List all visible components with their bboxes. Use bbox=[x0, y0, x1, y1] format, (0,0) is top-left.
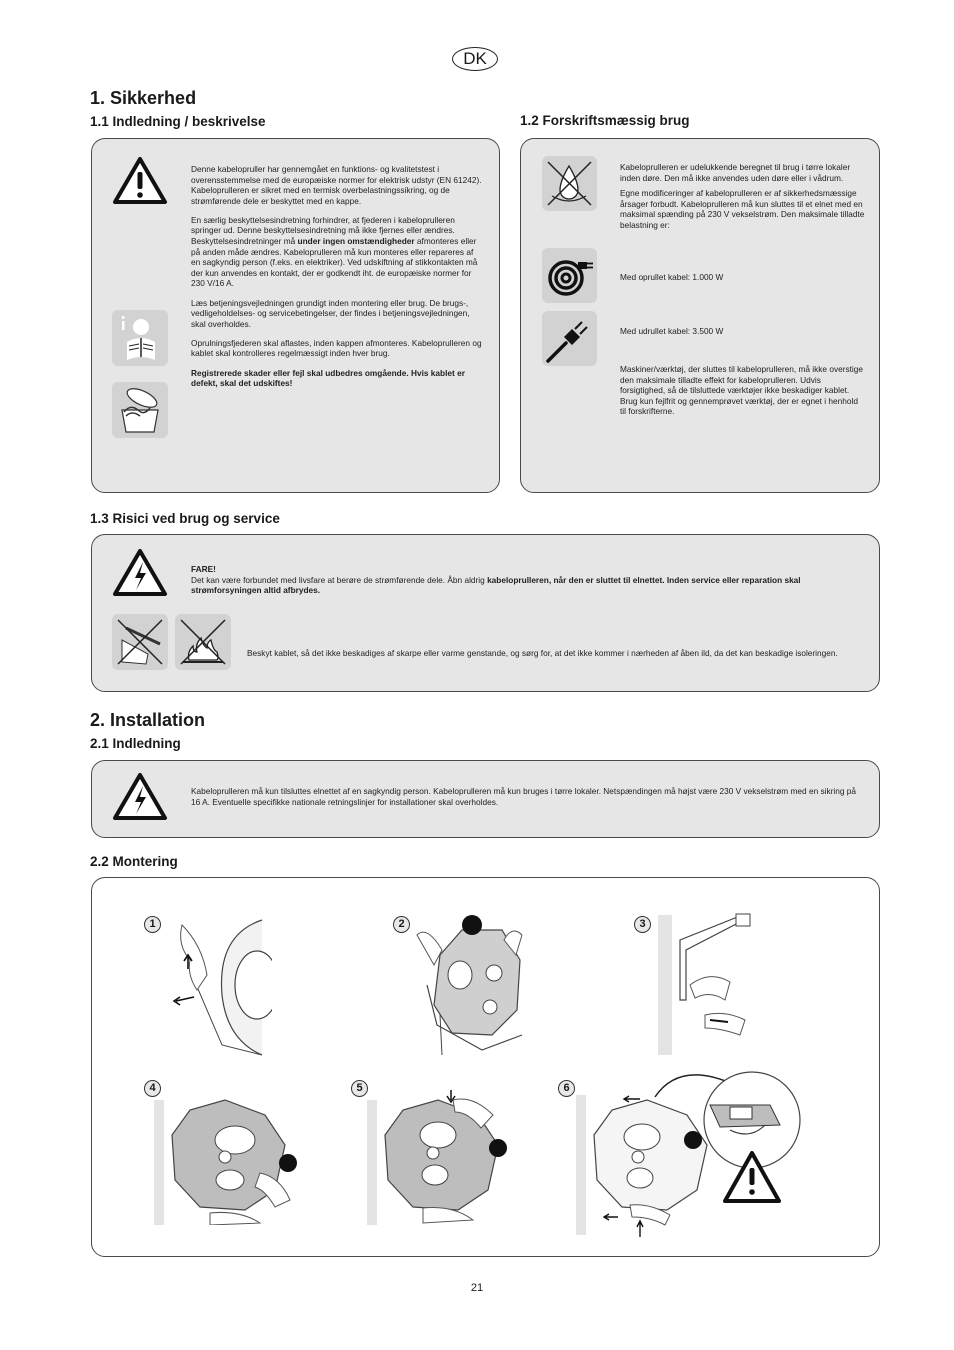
section-title-safety: 1. Sikkerhed bbox=[90, 88, 197, 108]
subsection-title-risks: 1.3 Risici ved brug og service bbox=[90, 511, 280, 526]
intended-use-paragraph-2: Egne modificeringer af kabeloprulleren er af sikkerhedsmæssige årsager forbudt. Kabeloprulleren må kun sluttes til et elnet med en maksimal spænding på 230 V vekselstrøm. Den maksimale tilladte belastning er: bbox=[620, 188, 865, 230]
step-number-2: 2 bbox=[393, 916, 410, 933]
language-badge: DK bbox=[452, 47, 498, 71]
step-number-6: 6 bbox=[558, 1080, 575, 1097]
high-voltage-icon bbox=[112, 772, 168, 822]
step-4-illustration bbox=[150, 1095, 310, 1225]
danger-label: FARE! bbox=[191, 564, 216, 574]
subsection-title-installation-intro: 2.1 Indledning bbox=[90, 736, 181, 751]
intro-text bbox=[191, 164, 484, 397]
high-voltage-icon bbox=[112, 548, 168, 598]
intro-paragraph-4: Oprulningsfjederen skal aflastes, inden kappen afmonteres. Kabeloprulleren og kablet skal kontrolleres regelmæssigt inden hver brug. bbox=[191, 337, 482, 359]
intended-use-paragraph-5: Maskiner/værktøj, der sluttes til kabeloprulleren, må ikke overstige den maksimale tilladte effekt for kabeloprulleren. Udvis forsigtighed, så de tilsluttede værktøjer ikke beskadiger kablet. Brug kun fejlfrit og gennemprøvet værktøj, der er egnet i henhold til forskrifterne. bbox=[620, 364, 864, 417]
installation-intro-text: Kabeloprulleren må kun tilsluttes elnettet af en sagkyndig person. Kabeloprulleren må kun bruges i tørre lokaler. Netspændingen må højst være 230 V vekselstrøm med en sikring på 16 A. Eventuelle specifikke nationale retningslinjer for installationer skal overholdes. bbox=[191, 786, 857, 807]
intended-use-text-top bbox=[620, 162, 865, 239]
load-uncoiled-text: Med udrullet kabel: 3.500 W bbox=[620, 326, 724, 336]
step-2-illustration bbox=[412, 915, 532, 1060]
warning-triangle-icon bbox=[112, 156, 168, 206]
page-number: 21 bbox=[470, 1282, 484, 1294]
risk-cable-protection-text: Beskyt kablet, så det ikke beskadiges af skarpe eller varme genstande, og sørg for, at det ikke kommer i nærheden af åben ild, da det kan beskadige isoleringen. bbox=[247, 648, 838, 658]
coiled-cable-icon bbox=[542, 248, 597, 303]
step-number-1: 1 bbox=[144, 916, 161, 933]
no-sharp-objects-icon bbox=[112, 614, 168, 670]
step-3-illustration bbox=[650, 910, 760, 1060]
cable-reel-check-icon bbox=[112, 382, 168, 438]
step-5-illustration bbox=[363, 1090, 523, 1225]
no-water-icon bbox=[542, 156, 597, 211]
section-title-installation: 2. Installation bbox=[90, 710, 206, 730]
no-fire-icon bbox=[175, 614, 231, 670]
step-1-illustration bbox=[162, 915, 272, 1060]
step-number-3: 3 bbox=[634, 916, 651, 933]
subsection-title-intro: 1.1 Indledning / beskrivelse bbox=[90, 114, 266, 129]
read-manual-icon bbox=[112, 310, 168, 366]
step-number-5: 5 bbox=[351, 1080, 368, 1097]
intro-paragraph-1: Denne kabelopruller har gennemgået en funktions- og kvalitetstest i overensstemmelse med de europæiske normer for elektrisk udstyr (EN 61242). Kabelopruller​en er sikret med en termisk overbelastningssikring, og de strømførende dele er beskyttet med en kappe. bbox=[191, 164, 482, 206]
risk-danger-text bbox=[191, 564, 861, 596]
subsection-title-intended-use: 1.2 Forskriftsmæssig brug bbox=[520, 113, 690, 128]
subsection-title-mounting: 2.2 Montering bbox=[90, 854, 178, 869]
plug-icon bbox=[542, 311, 597, 366]
intro-paragraph-2: En særlig beskyttelsesindretning forhindrer, at fjederen i kabeloprulleren springer ud. Denne beskyttelsesindretning må ikke fjernes eller ændres. Beskyttelsesindretninger må under ingen omstændigheder afmonteres eller på anden måde ændres. Kabeloprulleren må kun monteres eller repareres af en sagkyndig person (f.eks. en elektriker). Ved udskiftning af stikkontakten må der kun anvendes en kontakt, der er godkendt iht. de europæiske normer for 230 V/16 A. bbox=[191, 214, 478, 289]
step-6-illustration bbox=[570, 1065, 810, 1245]
intro-paragraph-5: Registrerede skader eller fejl skal udbedres omgående. Hvis kablet er defekt, skal det udskiftes! bbox=[191, 367, 465, 389]
step-number-4: 4 bbox=[144, 1080, 161, 1097]
intended-use-paragraph-1: Kabeloprulleren er udelukkende beregnet til brug i tørre lokaler inden døre. Den må ikke anvendes uden døre eller i vådrum. bbox=[620, 162, 851, 183]
load-coiled-text: Med oprullet kabel: 1.000 W bbox=[620, 272, 724, 282]
intro-paragraph-3: Læs betjeningsvejledningen grundigt inden montering eller brug. De brugs-, vedligeholdelses- og servicebetingelser, der findes i betjeningsvejledningen, skal overholdes. bbox=[191, 297, 470, 329]
danger-text: Det kan være forbundet med livsfare at berøre de strømførende dele. Åbn aldrig kabeloprulleren, når den er sluttet til elnettet. Inden service eller reparation skal strømforsyningen altid afbrydes. bbox=[191, 574, 801, 596]
